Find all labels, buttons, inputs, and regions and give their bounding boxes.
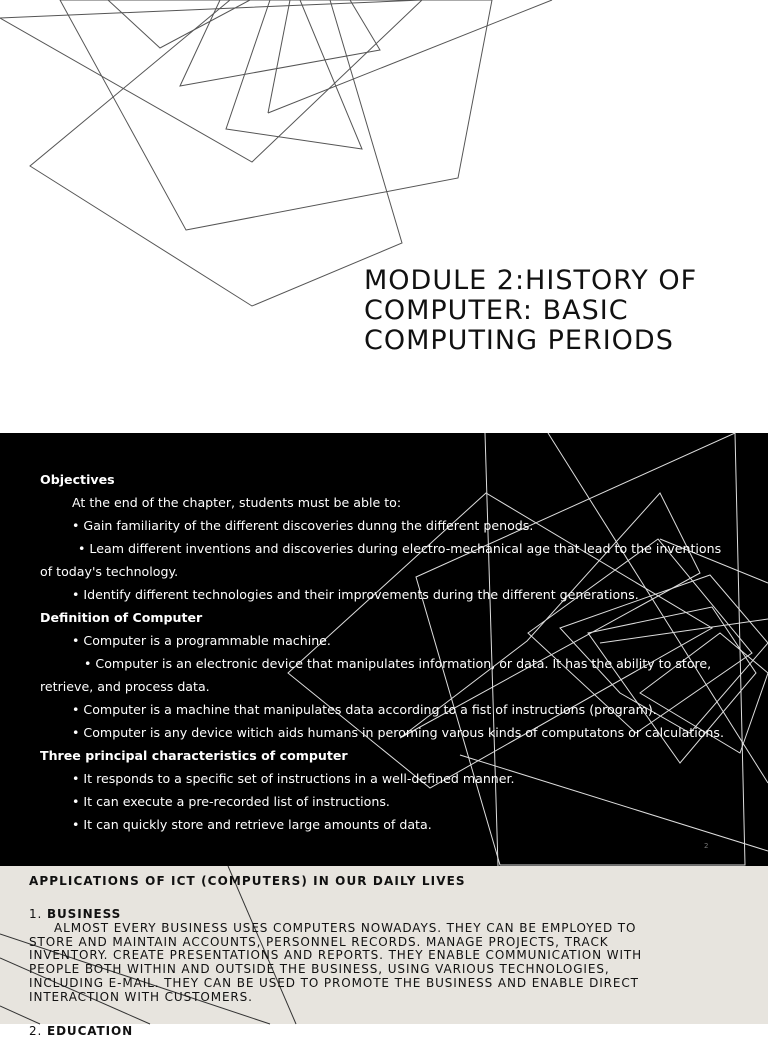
title-slide <box>0 0 768 433</box>
objective-item: • Identify different technologies and their improvements during the different generations. <box>72 587 639 602</box>
objective-item: • Gain familiarity of the different discoveries dunng the different penods. <box>72 518 534 533</box>
business-text-line: PEOPLE BOTH WITHIN AND OUTSIDE THE BUSINESS, USING VARIOUS TECHNOLOGIES, <box>29 962 610 977</box>
business-text-line: INTERACTION WITH CUSTOMERS. <box>29 989 253 1004</box>
objective-item: • Leam different inventions and discoveries during electro-mechanical age that lead to the inventions <box>78 541 722 556</box>
decorative-line-art <box>0 0 768 433</box>
slide-content <box>29 874 729 1038</box>
business-text-line: INVENTORY. CREATE PRESENTATIONS AND REPORTS. THEY ENABLE COMMUNICATION WITH <box>29 948 643 963</box>
definition-item: • Computer is an electronic device that manipulates information, or data. It has the ability to store, <box>84 656 712 671</box>
section-business-title <box>29 908 729 922</box>
objectives-intro: At the end of the chapter, students must be able to: <box>72 495 402 510</box>
title-line-1: MODULE 2:HISTORY OF <box>364 265 698 296</box>
business-text-line: INCLUDING E-MAIL. THEY CAN BE USED TO PROMOTE THE BUSINESS AND ENABLE DIRECT <box>29 975 639 990</box>
module-title <box>364 266 754 356</box>
characteristic-item: • It can quickly store and retrieve large amounts of data. <box>72 817 432 832</box>
definition-item: • Computer is a machine that manipulates data according to a fist of instructions (program). <box>72 702 657 717</box>
characteristic-item: • It responds to a specific set of instructions in a well-defined manner. <box>72 771 515 786</box>
objectives-slide <box>0 433 768 866</box>
applications-heading: APPLICATIONS OF ICT (COMPUTERS) IN OUR DAILY LIVES <box>29 874 466 888</box>
business-text-line: ALMOST EVERY BUSINESS USES COMPUTERS NOWADAYS. THEY CAN BE EMPLOYED TO <box>54 920 637 935</box>
section-title: EDUCATION <box>46 1023 134 1038</box>
business-text-line: STORE AND MAINTAIN ACCOUNTS, PERSONNEL RECORDS. MANAGE PROJECTS, TRACK <box>29 934 609 949</box>
section-number: 2. <box>29 1023 43 1038</box>
section-title: BUSINESS <box>46 907 122 921</box>
definition-item: • Computer is any device witich aids humans in peroming varous kinds of computatons or calculations. <box>72 725 724 740</box>
slide-content <box>40 468 740 836</box>
definition-heading: Definition of Computer <box>40 610 203 625</box>
title-line-3: COMPUTING PERIODS <box>364 325 674 356</box>
section-education-title <box>29 1025 729 1038</box>
page-number: 2 <box>704 842 709 850</box>
objective-item-continuation: of today's technology. <box>40 564 179 579</box>
characteristic-item: • It can execute a pre-recorded list of instructions. <box>72 794 390 809</box>
title-line-2: COMPUTER: BASIC <box>364 295 629 326</box>
definition-item-continuation: retrieve, and process data. <box>40 679 210 694</box>
objectives-heading: Objectives <box>40 472 115 487</box>
characteristics-heading: Three principal characteristics of computer <box>40 748 348 763</box>
definition-item: • Computer is a programmable machine. <box>72 633 331 648</box>
applications-slide <box>0 866 768 1038</box>
section-number: 1. <box>29 907 43 921</box>
